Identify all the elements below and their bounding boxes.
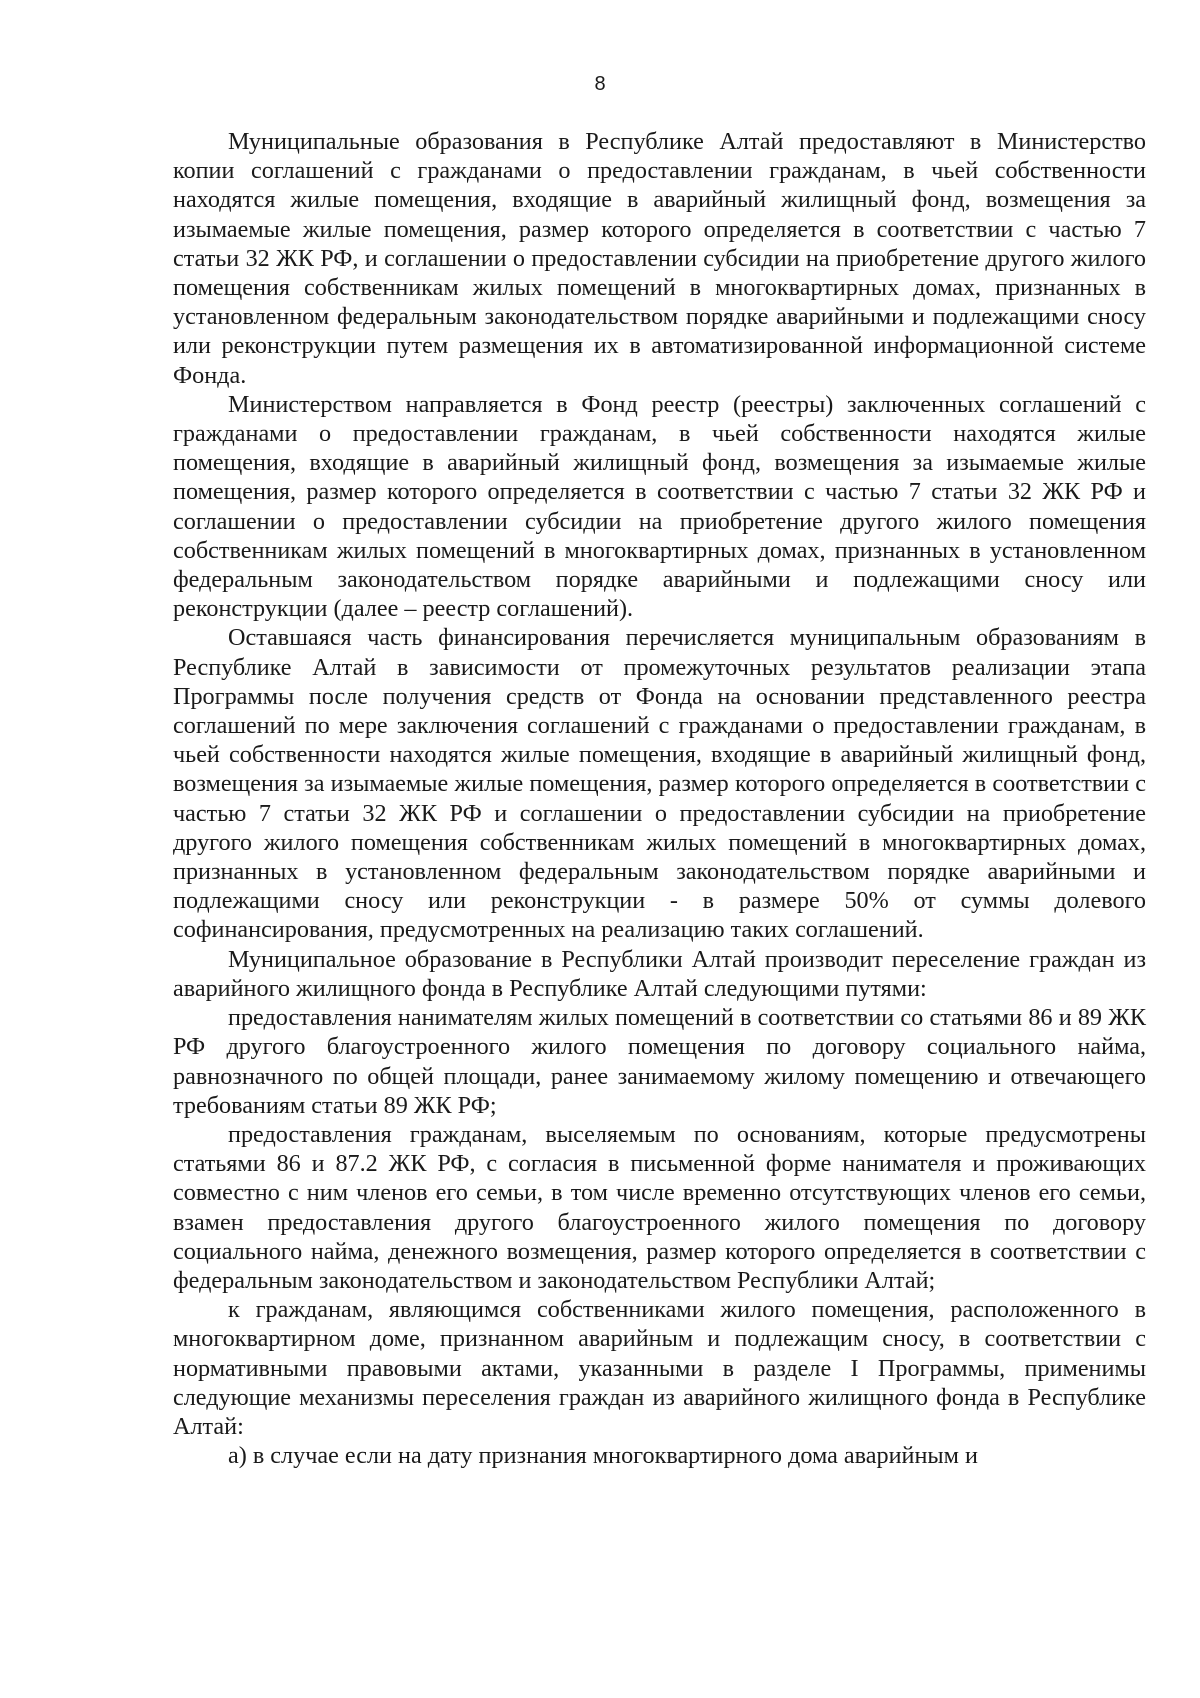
document-body — [173, 127, 1146, 1470]
paragraph-2: Министерством направляется в Фонд реестр (реестры) заключенных соглашений с гражданами о предоставлении гражданам, в чьей собственности находятся жилые помещения, входящие в аварийный жилищный фонд, возмещения за изымаемые жилые помещения, размер которого определяется в соответствии с частью 7 статьи 32 ЖК РФ и соглашении о предоставлении субсидии на приобретение другого жилого помещения собственникам жилых помещений в многоквартирных домах, признанных в установленном федеральным законодательством порядке аварийными и подлежащими сносу или реконструкции (далее – реестр соглашений). — [173, 390, 1146, 623]
paragraph-5: предоставления нанимателям жилых помещений в соответствии со статьями 86 и 89 ЖК РФ другого благоустроенного жилого помещения по договору социального найма, равнозначного по общей площади, ранее занимаемому жилому помещению и отвечающего требованиям статьи 89 ЖК РФ; — [173, 1004, 1146, 1119]
paragraph-7: к гражданам, являющимся собственниками жилого помещения, расположенного в многоквартирном доме, признанном аварийным и подлежащим сносу, в соответствии с нормативными правовыми актами, указанными в разделе I Программы, применимы следующие механизмы переселения граждан из аварийного жилищного фонда в Республике Алтай: — [173, 1296, 1146, 1440]
paragraph-1: Муниципальные образования в Республике Алтай предоставляют в Министерство копии соглашений с гражданами о предоставлении гражданам, в чьей собственности находятся жилые помещения, входящие в аварийный жилищный фонд, возмещения за изымаемые жилые помещения, размер которого определяется в соответствии с частью 7 статьи 32 ЖК РФ, и соглашении о предоставлении субсидии на приобретение другого жилого помещения собственникам жилых помещений в многоквартирных домах, признанных в установленном федеральным законодательством порядке аварийными и подлежащими сносу или реконструкции путем размещения их в автоматизированной информационной системе Фонда. — [173, 128, 1146, 389]
page-number: 8 — [594, 73, 606, 95]
paragraph-3: Оставшаяся часть финансирования перечисляется муниципальным образованиям в Республике Алтай в зависимости от промежуточных результатов реализации этапа Программы после получения средств от Фонда на основании представленного реестра соглашений по мере заключения соглашений с гражданами о предоставлении гражданам, в чьей собственности находятся жилые помещения, входящие в аварийный жилищный фонд, возмещения за изымаемые жилые помещения, размер которого определяется в соответствии с частью 7 статьи 32 ЖК РФ и соглашении о предоставлении субсидии на приобретение другого жилого помещения собственникам жилых помещений в многоквартирных домах, признанных в установленном федеральным законодательством порядке аварийными и подлежащими сносу или реконструкции - в размере 50% от суммы долевого софинансирования, предусмотренных на реализацию таких соглашений. — [173, 624, 1146, 944]
paragraph-8: а) в случае если на дату признания многоквартирного дома аварийным и — [228, 1442, 978, 1470]
paragraph-4: Муниципальное образование в Республики Алтай производит переселение граждан из аварийного жилищного фонда в Республике Алтай следующими путями: — [173, 945, 1146, 1002]
paragraph-6: предоставления гражданам, выселяемым по основаниям, которые предусмотрены статьями 86 и 87.2 ЖК РФ, с согласия в письменной форме нанимателя и проживающих совместно с ним членов его семьи, в том числе временно отсутствующих членов его семьи, взамен предоставления другого благоустроенного жилого помещения по договору социального найма, денежного возмещения, размер которого определяется в соответствии с федеральным законодательством и законодательством Республики Алтай; — [173, 1120, 1146, 1294]
